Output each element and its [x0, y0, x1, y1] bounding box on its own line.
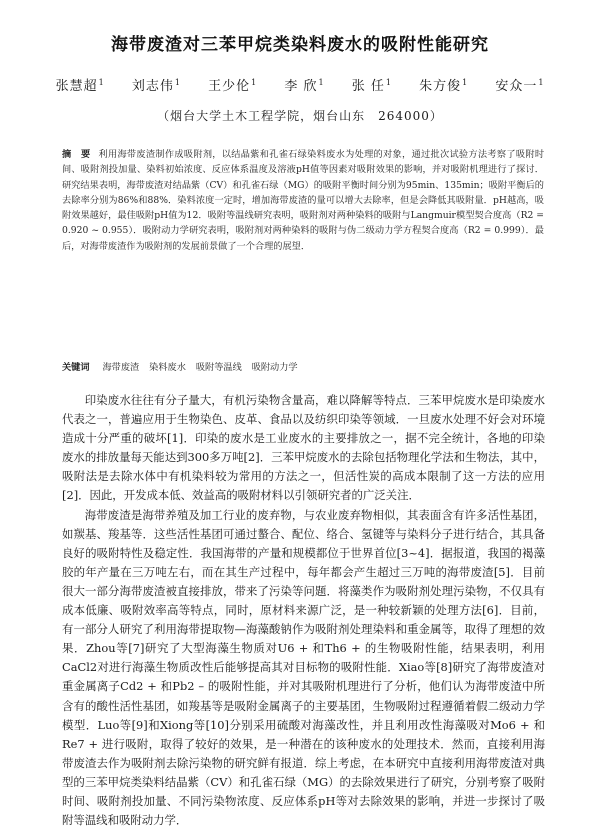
author-list	[0, 75, 600, 94]
author: 张慧超$^1$	[55, 77, 105, 94]
keyword: 海带废渣	[102, 362, 140, 373]
author: 朱方俊$^1$	[419, 77, 469, 94]
abstract	[62, 147, 544, 254]
body-paragraph: 海带废渣是海带养殖及加工行业的废弃物，与农业废弃物相似，其表面含有许多活性基团，如羰基、羧基等．这些活性基团可通过螯合、配位、络合、氢键等与染料分子进行结合，其具备良好的吸附特性及稳定性．我国海带的产量和规模都位于世界首位[3~4]．据报道，我国的褐藻胶的年产量在三万吨左右，而在其生产过程中，每年都会产生超过三万吨的海带废渣[5]．目前很大一部分海带废渣被直接排放，带来了污染等问题．将藻类作为吸附剂处理污染物，不仅具有成本低廉、吸附效率高等特点，同时，原材料来源广泛，是一种较新颖的处理方法[6]．目前，有一部分人研究了利用海带提取物—海藻酸钠作为吸附剂处理染料和重金属等，取得了理想的效果．Zhou等[7]研究了大型海藻生物质对U6 + 和Th6 + 的生物吸附性能，结果表明，利用CaCl2对进行海藻生物质改性后能够提高其对目标物的吸附性能．Xiao等[8]研究了海带废渣对重金属离子Cd2 + 和Pb2 – 的吸附性能，并对其吸附机理进行了分析，他们认为海带废渣中所含有的酸性活性基团，如羧基等是吸附金属离子的主要基团，生物吸附过程遵循着假二级动力学模型．Luo等[9]和Xiong等[10]分别采用硫酸对海藻改性，并且利用改性海藻吸对Mo6 + 和Re7 + 进行吸附，取得了较好的效果，是一种潜在的该种废水的处理技术．然而，直接利用海带废渣去作为吸附剂去除污染物的研究鲜有报道．综上考虑，在本研究中直接利用海带废渣对典型的三苯甲烷类染料结晶紫（CV）和孔雀石绿（MG）的去除效果进行了研究，分别考察了吸附时间、吸附剂投加量、不同污染物浓度、反应体系pH等对去除效果的影响，并进一步探讨了吸附等温线和吸附动力学．	[62, 507, 545, 828]
affiliation: （烟台大学土木工程学院，烟台山东 264000）	[157, 109, 443, 123]
author: 李 欣$^1$	[284, 77, 325, 94]
author: 刘志伟$^1$	[131, 77, 181, 94]
keywords	[62, 359, 544, 373]
body-paragraph: 印染废水往往有分子量大，有机污染物含量高，难以降解等特点．三苯甲烷废水是印染废水代表之一，普遍应用于生物染色、皮革、食品以及纺织印染等领域．一旦废水处理不好会对环境造成十分严重的破坏[1]．印染的废水是工业废水的主要排放之一，据不完全统计，各地的印染废水的排放量每天能达到300多万吨[2]．三苯甲烷废水的去除包括物理化学法和生物法，其中，吸附法是去除水体中有机染料较为常用的方法之一，但活性炭的高成本限制了这一方法的应用[2]．因此，开发成本低、效益高的吸附材料以引领研究者的广泛关注．	[62, 393, 545, 503]
keyword: 染料废水	[149, 362, 186, 373]
keywords-label: 关键词	[62, 362, 90, 373]
abstract-label: 摘 要	[62, 149, 91, 160]
keyword: 吸附等温线	[195, 362, 242, 373]
author: 王少伦$^1$	[208, 77, 258, 94]
abstract-text: 利用海带废渣制作成吸附剂，以结晶紫和孔雀石绿染料废水为处理的对象，通过批次试验方法考察了吸附时间、吸附剂投加量、染料初始浓度、反应体系温度及溶液pH值等因素对吸附效果的影响，并对吸附机理进行了探讨．研究结果表明，海带废渣对结晶紫（CV）和孔雀石绿（MG）的吸附平衡时间分别为95min、135min；吸附平衡后的去除率分别为86%和88%．染料浓度一定时，增加海带废渣的量可以增大去除率，但是会降低其吸附量．pH越高，吸附效果越好，最佳吸附pH值为12．吸附等温线研究表明，吸附剂对两种染料的吸附与Langmuir模型契合度高（R2 = 0.920 ~ 0.955）．吸附动力学研究表明，吸附剂对两种染料的吸附与伪二级动力学方程契合度高（R2 = 0.999）．最后，对海带废渣作为吸附剂的发展前景做了一个合理的展望．	[62, 149, 545, 252]
paper-title: 海带废渣对三苯甲烷类染料废水的吸附性能研究	[111, 35, 489, 55]
author: 安众一$^1$	[495, 77, 545, 94]
author: 张 任$^1$	[351, 77, 392, 94]
keyword: 吸附动力学	[251, 362, 298, 373]
body-text	[62, 391, 545, 830]
